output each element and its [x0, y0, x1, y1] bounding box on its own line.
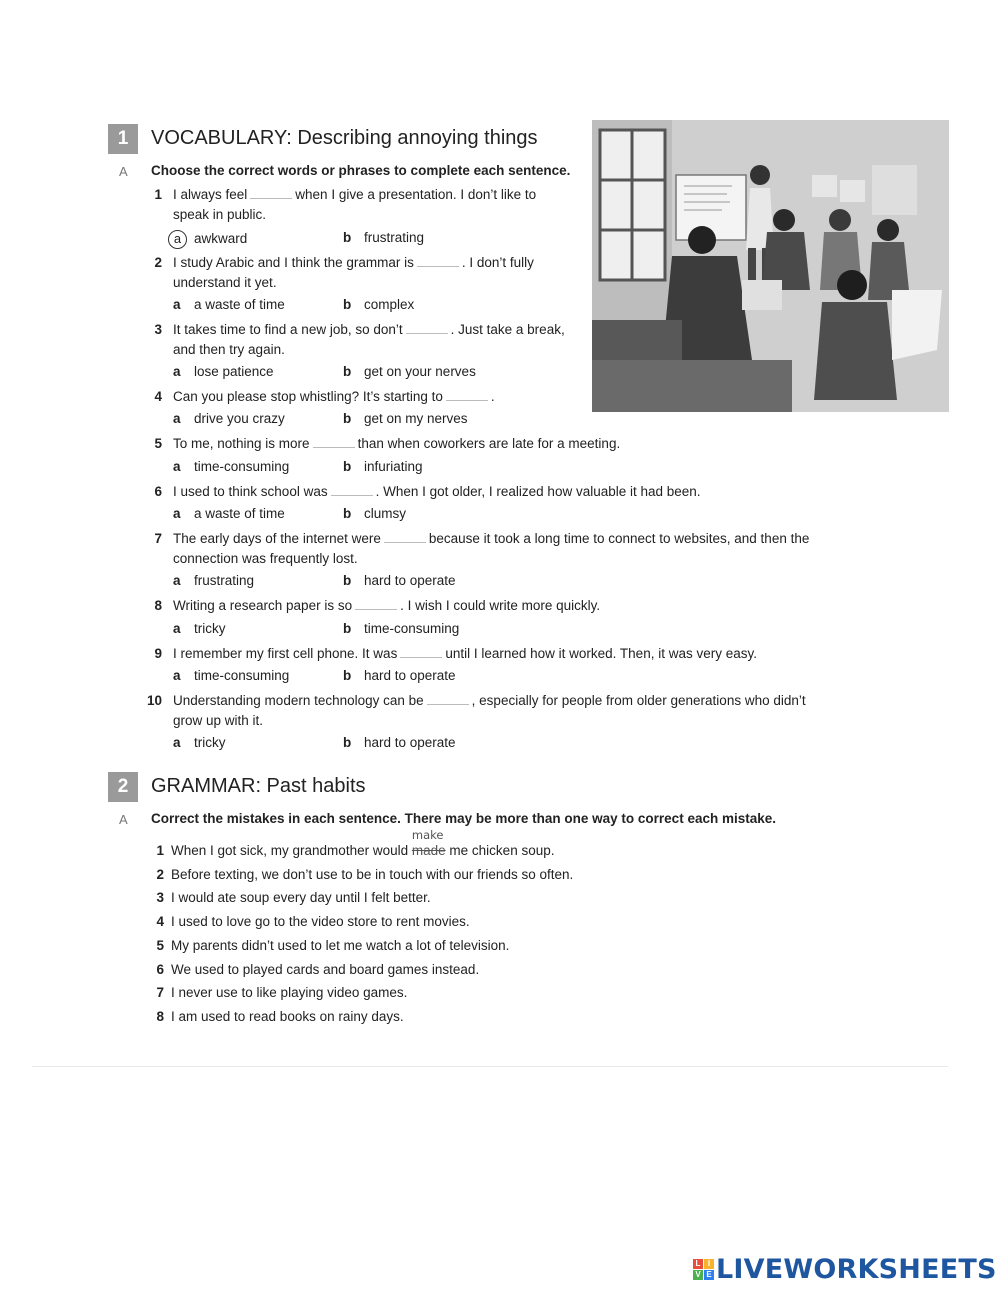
classroom-photo [592, 120, 949, 412]
question-number: 8 [154, 598, 162, 613]
question-text: Writing a research paper is so . I wish I could write more quickly. [173, 598, 601, 613]
question-text: To me, nothing is more than when coworkers are late for a meeting. [173, 436, 621, 451]
question-text: Can you please stop whistling? It’s starting to . [173, 389, 495, 404]
question-text-line2: and then try again. [173, 341, 285, 357]
option-b[interactable]: b hard to operate [343, 668, 456, 683]
option-a[interactable]: a a waste of time [173, 297, 285, 312]
answer-blank[interactable] [355, 597, 397, 610]
question-text-line2: speak in public. [173, 206, 267, 222]
option-a[interactable]: a time-consuming [173, 668, 290, 683]
answer-blank[interactable] [446, 388, 488, 401]
liveworksheets-icon: L I V E [693, 1259, 714, 1280]
option-a[interactable]: a awkward [173, 230, 247, 249]
answer-blank[interactable] [250, 186, 292, 199]
handwritten-correction: make [411, 828, 444, 842]
option-b[interactable]: b frustrating [343, 230, 425, 245]
section-1-title: VOCABULARY: Describing annoying things [151, 127, 538, 149]
question-text: Understanding modern technology can be , especially for people from older generations who didn’t [173, 693, 806, 708]
presentation-photo-image [592, 120, 949, 412]
option-a[interactable]: a drive you crazy [173, 411, 285, 426]
liveworksheets-logo[interactable] [693, 1253, 997, 1285]
option-a[interactable]: a frustrating [173, 573, 255, 588]
question-number: 2 [154, 255, 162, 270]
section-2-instruction: Correct the mistakes in each sentence. There may be more than one way to correct each mistake. [151, 811, 776, 826]
section-1-part-label: A [119, 164, 128, 179]
question-number: 1 [154, 187, 162, 202]
section-2-part-label: A [119, 812, 128, 827]
option-b[interactable]: b time-consuming [343, 621, 460, 636]
answer-blank[interactable] [384, 530, 426, 543]
option-b[interactable]: b infuriating [343, 459, 423, 474]
question-number: 5 [154, 436, 162, 451]
section-2-title: GRAMMAR: Past habits [151, 775, 366, 797]
question-number: 4 [154, 389, 162, 404]
option-b[interactable]: b clumsy [343, 506, 407, 521]
answer-blank[interactable] [427, 692, 469, 705]
option-a[interactable]: a a waste of time [173, 506, 285, 521]
logo-text: LIVEWORKSHEETS [716, 1253, 997, 1285]
question-number: 10 [146, 693, 162, 708]
question-text: I study Arabic and I think the grammar is . I don’t fully [173, 255, 534, 270]
section-1-instruction: Choose the correct words or phrases to complete each sentence. [151, 163, 571, 178]
option-b[interactable]: b get on my nerves [343, 411, 468, 426]
option-a[interactable]: a tricky [173, 735, 226, 750]
option-b[interactable]: b hard to operate [343, 735, 456, 750]
option-b[interactable]: b hard to operate [343, 573, 456, 588]
option-a[interactable]: a tricky [173, 621, 226, 636]
answer-blank[interactable] [417, 254, 459, 267]
question-text: I remember my first cell phone. It was until I learned how it worked. Then, it was very easy. [173, 646, 757, 661]
question-text: I used to think school was . When I got older, I realized how valuable it had been. [173, 484, 701, 499]
section-2-badge: 2 [108, 772, 138, 802]
answer-blank[interactable] [331, 483, 373, 496]
question-number: 9 [154, 646, 162, 661]
answer-blank[interactable] [313, 435, 355, 448]
question-number: 6 [154, 484, 162, 499]
option-a[interactable]: a time-consuming [173, 459, 290, 474]
question-number: 3 [154, 322, 162, 337]
question-text-line2: grow up with it. [173, 712, 264, 728]
option-b[interactable]: b get on your nerves [343, 364, 476, 379]
question-text-line2: connection was frequently lost. [173, 550, 358, 566]
question-text: I always feel when I give a presentation. I don’t like to [173, 187, 537, 202]
section-1-badge: 1 [108, 124, 138, 154]
option-b[interactable]: b complex [343, 297, 415, 312]
question-text: It takes time to find a new job, so don’t . Just take a break, [173, 322, 565, 337]
circled-answer-icon: a [168, 230, 187, 249]
answer-blank[interactable] [406, 321, 448, 334]
footer-divider [32, 1066, 948, 1067]
option-a[interactable]: a lose patience [173, 364, 274, 379]
question-number: 7 [154, 531, 162, 546]
struck-word[interactable]: make made [411, 828, 446, 858]
question-text-line2: understand it yet. [173, 274, 277, 290]
answer-blank[interactable] [400, 645, 442, 658]
question-text: The early days of the internet were because it took a long time to connect to websites, and then the [173, 531, 810, 546]
